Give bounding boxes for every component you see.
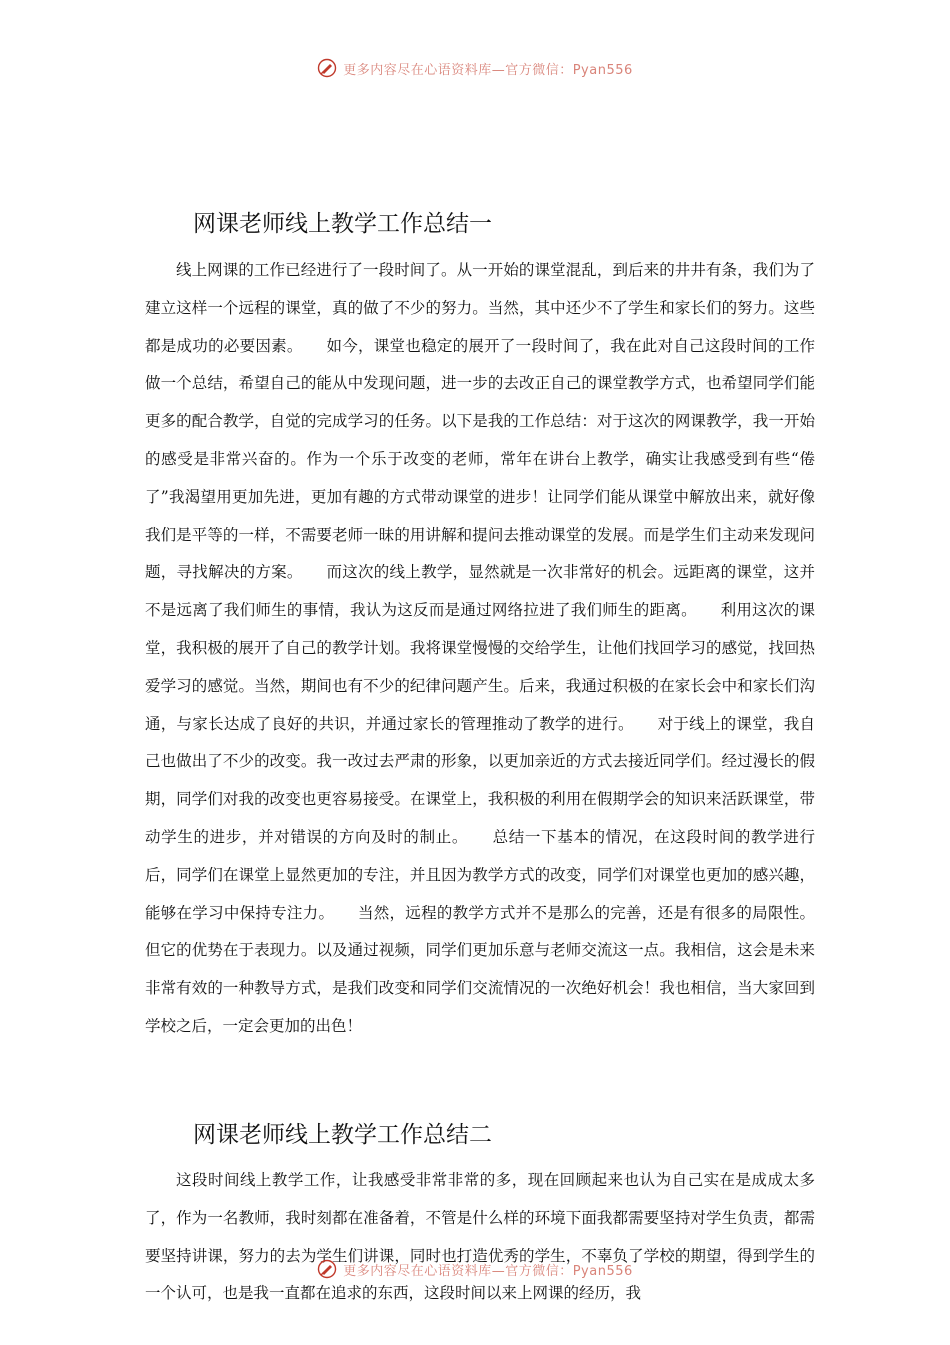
section-body-2: 这段时间线上教学工作，让我感受非常非常的多，现在回顾起来也认为自己实在是成成太多了，作为一名教师，我时刻都在准备着，不管是什么样的环境下面我都需要坚持对学生负责，都需要坚持讲课，努力的去为学生们讲课，同时也打造优秀的学生，不辜负了学校的期望，得到学生的一个认可，也是我一直都在追求的东西，这段时间以来上网课的经历，我 [145, 1171, 815, 1303]
section-body-1: 线上网课的工作已经进行了一段时间了。从一开始的课堂混乱，到后来的井井有条，我们为了建立这样一个远程的课堂，真的做了不少的努力。当然，其中还少不了学生和家长们的努力。这些都是成功的必要因素。 如今，课堂也稳定的展开了一段时间了，我在此对自己这段时间的工作做一个总结，希望自己的能从中发现问题，进一步的去改正自己的课堂教学方式，也希望同学们能更多的配合教学，自觉的完成学习的任务。以下是我的工作总结：对于这次的网课教学，我一开始的感受是非常兴奋的。作为一个乐于改变的老师，常年在讲台上教学，确实让我感受到有些“倦了”我渴望用更加先进，更加有趣的方式带动课堂的进步！让同学们能从课堂中解放出来，就好像我们是平等的一样，不需要老师一昧的用讲解和提问去推动课堂的发展。而是学生们主动来发现问题，寻找解决的方案。 而这次的线上教学，显然就是一次非常好的机会。远距离的课堂，这并不是远离了我们师生的事情，我认为这反而是通过网络拉进了我们师生的距离。 利用这次的课堂，我积极的展开了自己的教学计划。我将课堂慢慢的交给学生，让他们找回学习的感觉，找回热爱学习的感觉。当然，期间也有不少的纪律问题产生。后来，我通过积极的在家长会中和家长们沟通，与家长达成了良好的共识，并通过家长的管理推动了教学的进行。 对于线上的课堂，我自己也做出了不少的改变。我一改过去严肃的形象，以更加亲近的方式去接近同学们。经过漫长的假期，同学们对我的改变也更容易接受。在课堂上，我积极的利用在假期学会的知识来活跃课堂，带动学生的进步，并对错误的方向及时的制止。 总结一下基本的情况，在这段时间的教学进行后，同学们在课堂上显然更加的专注，并且因为教学方式的改变，同学们对课堂也更加的感兴趣，能够在学习中保持专注力。 当然，远程的教学方式并不是那么的完善，还是有很多的局限性。但它的优势在于表现力。以及通过视频，同学们更加乐意与老师交流这一点。我相信，这会是未来非常有效的一种教导方式，是我们改变和同学们交流情况的一次绝好机会！我也相信，当大家回到学校之后，一定会更加的出色！ [145, 261, 815, 1035]
section-title-1: 网课老师线上教学工作总结一 [193, 211, 492, 237]
section-title-2: 网课老师线上教学工作总结二 [193, 1122, 492, 1148]
watermark-bottom [0, 1259, 950, 1279]
pen-logo-icon [317, 58, 337, 78]
pen-logo-icon [317, 1259, 337, 1279]
watermark-text: 更多内容尽在心语资料库—官方微信：Pyan556 [343, 62, 633, 78]
watermark-top [0, 58, 950, 78]
watermark-text: 更多内容尽在心语资料库—官方微信：Pyan556 [343, 1263, 633, 1279]
